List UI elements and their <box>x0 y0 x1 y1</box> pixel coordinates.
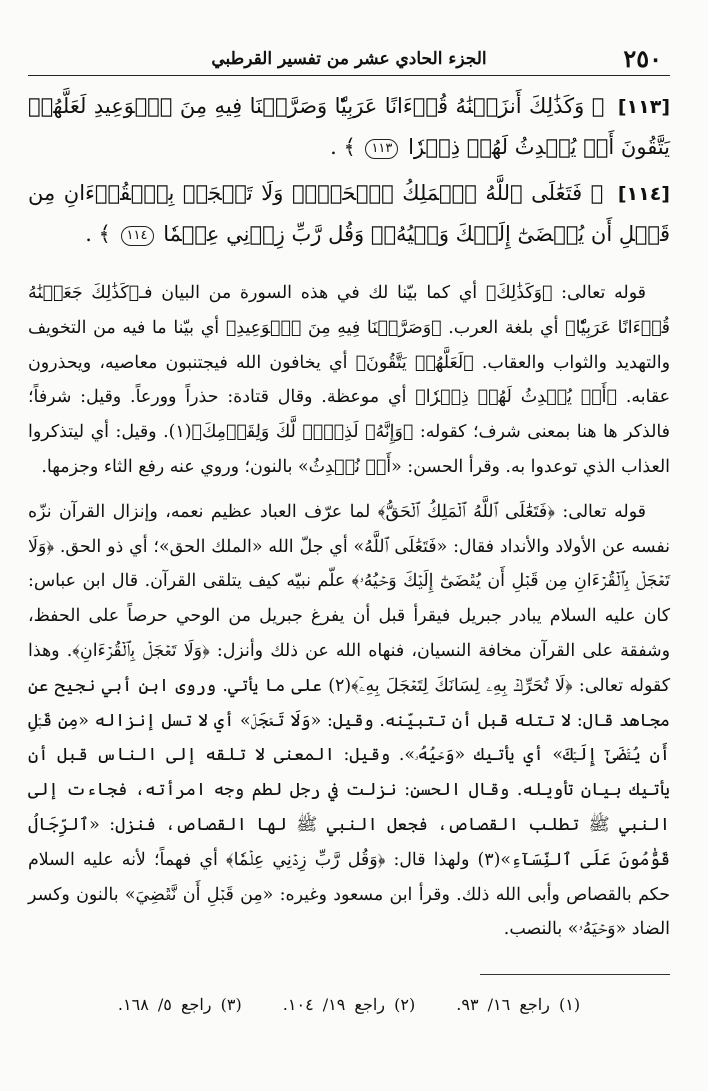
running-head: الجزء الحادي عشر من تفسير القرطبي <box>211 49 487 69</box>
verse-text: ﴿ وَكَذَٰلِكَ أَنزَلۡنَٰهُ قُرۡءَانًا عَرَبِيّٗا وَصَرَّفۡنَا فِيهِ مِنَ ٱلۡوَعِيدِ لَعَلَّهُمۡ يَتَّقُونَ أَوۡ يُحۡدِثُ لَهُمۡ ذِكۡرٗا <box>28 94 670 159</box>
verse-114 <box>28 173 670 254</box>
commentary-paragraph: قوله تعالى: ﴿وَكَذَٰلِكَ﴾ أي كما بيّنا لك في هذه السورة من البيان فـ﴿كَذَٰلِكَ جَعَلۡنَٰهُ قُرۡءَانًا عَرَبِيّٗا﴾ أي بلغة العرب. ﴿وَصَرَّفۡنَا فِيهِ مِنَ ٱلۡوَعِيدِ﴾ أي بيّنا ما فيه من التخويف والتهديد والثواب والعقاب. ﴿لَعَلَّهُمۡ يَتَّقُونَ﴾ أي يخافون الله فيجتنبون معاصيه، ويحذرون عقابه. ﴿أَوۡ يُحۡدِثُ لَهُمۡ ذِكۡرٗا﴾ أي موعظة. وقال قتادة: حذراً وورعاً. وقيل: شرفاً؛ فالذكر ها هنا بمعنى شرف؛ كقوله: ﴿وَإِنَّهُۥ لَذِكۡرٞ لَّكَ وَلِقَوۡمِكَ﴾(١). وقيل: أي ليتذكروا العذاب الذي توعدوا به. وقرأ الحسن: «أَوۡ نُحۡدِثُ» بالنون؛ وروي عنه رفع الثاء وجزمها. <box>28 283 670 477</box>
footnote: (١) راجع ١٦/ ٩٣. <box>456 995 581 1014</box>
verse-113 <box>28 86 670 167</box>
commentary-paragraph: قوله تعالى: ﴿فَتَعَٰلَى ٱللَّهُ ٱلۡمَلِكُ ٱلۡحَقُّ﴾ لما عرّف العباد عظيم نعمه، وإنزال القرآن نزّه نفسه عن الأولاد والأنداد فقال: «فَتَعَٰلَى ٱللَّهُ» أي جلّ الله «الملك الحق»؛ أي ذو الحق. ﴿وَلَا تَعۡجَلۡ بِٱلۡقُرۡءَانِ مِن قَبۡلِ أَن يُقۡضَىٰٓ إِلَيۡكَ وَحۡيُهُۥ﴾ علّم نبيّه كيف يتلقى القرآن. قال ابن عباس: كان عليه السلام يبادر جبريل فيقرأ قبل أن يفرغ جبريل من الوحي حرصاً على الحفظ، وشفقة على القرآن مخافة النسيان، فنهاه الله عن ذلك وأنزل: ﴿وَلَا تَعۡجَلۡ بِٱلۡقُرۡءَانِ﴾. وهذا كقوله تعالى: ﴿لَا تُحَرِّكۡ بِهِۦ لِسَانَكَ لِتَعۡجَلَ بِهِۦٓ﴾(٢) على ما يأتي. وروى ابن أبي نجيح عن مجاهد قال: لا تتله قبل أن تتبيّنه. وقيل: «وَلَا تَعۡجَلۡ» أي لا تسل إنزاله «مِن قَبۡلِ أَن يُقۡضَىٰٓ إِلَيۡكَ» أي يأتيك «وَحۡيُهُۥ». وقيل: المعنى لا تلقه إلى الناس قبل أن يأتيك بيان تأويله. وقال الحسن: نزلت في رجل لطم وجه امرأته، فجاءت إلى النبي ﷺ تطلب القصاص، فجعل النبي ﷺ لها القصاص، فنزل: «ٱلرِّجَالُ قَوَّٰمُونَ عَلَى ٱلنِّسَآءِ»(٣) ولهذا قال: ﴿وَقُل رَّبِّ زِدۡنِي عِلۡمٗا﴾ أي فهماً؛ لأنه عليه السلام حكم بالقصاص وأبى الله ذلك. وقرأ ابن مسعود وغيره: «مِن قَبۡلِ أَن نَّقۡضِيَ» بالنون وكسر الضاد «وَحۡيَهُۥ» بالنصب. <box>28 501 671 940</box>
footnote-divider <box>480 974 670 975</box>
verse-number: [١١٣] <box>617 96 670 118</box>
footnotes <box>28 992 670 1018</box>
page-header <box>28 44 670 76</box>
ayah-end-marker: ١١٤ <box>121 226 154 246</box>
page-number: ٢٥٠ <box>623 44 662 73</box>
footnote: (٣) راجع ٥/ ١٦٨. <box>117 995 242 1014</box>
verse-close: ﴾ . <box>330 135 356 159</box>
verse-number: [١١٤] <box>617 183 670 205</box>
book-page <box>28 44 670 1064</box>
ayah-end-marker: ١١٣ <box>365 139 398 159</box>
verse-close: ﴾ . <box>85 222 111 246</box>
footnote: (٢) راجع ١٩/ ١٠٤. <box>282 995 416 1014</box>
verse-text: ﴿ فَتَعَٰلَى ٱللَّهُ ٱلۡمَلِكُ ٱلۡحَقُّۗ وَلَا تَعۡجَلۡ بِٱلۡقُرۡءَانِ مِن قَبۡلِ أَن يُقۡضَىٰٓ إِلَيۡكَ وَحۡيُهُۥۖ وَقُل رَّبِّ زِدۡنِي عِلۡمٗا <box>28 181 670 246</box>
